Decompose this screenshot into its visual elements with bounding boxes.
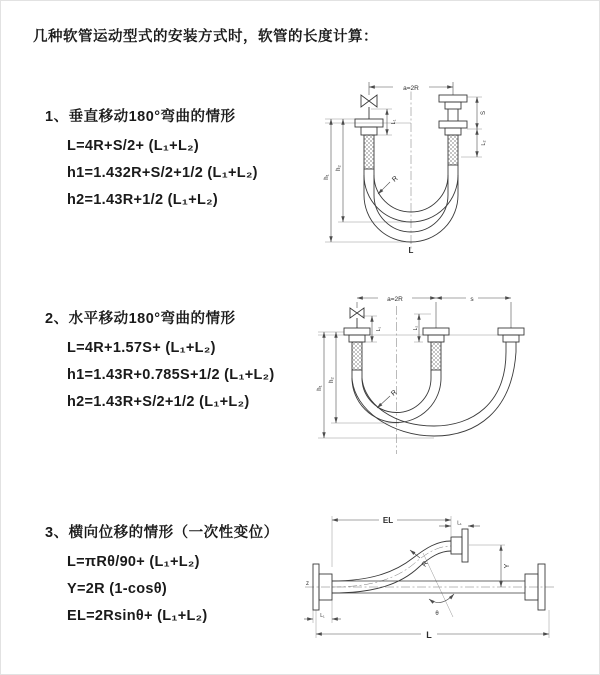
section-1 <box>45 105 258 219</box>
section-2-heading: 2、水平移动180°弯曲的情形 <box>45 311 236 327</box>
formula-h1: h1=1.43R+0.785S+1/2 (L₁+L₂) <box>67 367 275 383</box>
pipe-assembly <box>344 308 524 436</box>
diagram-vertical-180-bend-svg <box>311 65 581 255</box>
dim-label-l: L <box>408 246 414 255</box>
dim-label-el: EL <box>382 516 394 525</box>
dim-label-h2: h₂ <box>329 377 335 383</box>
section-3 <box>45 521 279 635</box>
flange-right <box>498 328 524 352</box>
formula-length: L=4R+S/2+ (L₁+L₂) <box>67 138 199 154</box>
left-flange <box>355 119 383 135</box>
dim-label-l1-top: L₁ <box>457 520 462 527</box>
dim-label-l2: L₂ <box>481 140 487 146</box>
right-flange-lower <box>439 121 467 135</box>
dim-label-r: R <box>391 175 400 184</box>
formula-y: Y=2R (1-cosθ) <box>67 581 167 597</box>
braided-hose-right <box>448 135 458 165</box>
dim-label-s: S <box>481 110 487 116</box>
dim-label-theta: θ <box>435 611 439 617</box>
section-1-heading: 1、垂直移动180°弯曲的情形 <box>45 109 236 125</box>
diagram-horizontal-180-bend-svg <box>304 286 589 461</box>
section-2 <box>45 307 275 421</box>
dim-label-s: s <box>470 296 474 303</box>
formula-h1: h1=1.432R+S/2+1/2 (L₁+L₂) <box>67 165 258 181</box>
flange-left <box>344 328 370 342</box>
dim-label-y: Y <box>504 563 511 569</box>
flange-upper-right <box>451 529 468 562</box>
dim-label-h1: h₁ <box>324 174 330 180</box>
dim-label-l1-bottom: L₁ <box>320 613 325 619</box>
formula-length: L=πRθ/90+ (L₁+L₂) <box>67 554 200 570</box>
pipe-assembly <box>313 529 545 610</box>
formula-el: EL=2Rsinθ+ (L₁+L₂) <box>67 608 208 624</box>
dim-label-l: L <box>426 630 432 640</box>
dim-label-a2r: a=2R <box>403 85 419 92</box>
valve-icon <box>350 308 364 328</box>
formula-length: L=4R+1.57S+ (L₁+L₂) <box>67 340 216 356</box>
dimension-lines <box>317 294 511 439</box>
dimension-lines <box>304 515 549 640</box>
formula-h2: h2=1.43R+S/2+1/2 (L₁+L₂) <box>67 394 250 410</box>
dim-label-h2: h₂ <box>336 165 342 171</box>
section-3-heading: 3、横向位移的情形（一次性变位） <box>45 525 279 541</box>
dim-label-l1: L₁ <box>376 326 382 332</box>
dim-label-l1: L₁ <box>391 119 397 125</box>
dimension-lines <box>324 82 487 255</box>
dim-label-h1: h₁ <box>317 385 323 391</box>
diagram-vertical-180-bend <box>311 65 581 255</box>
valve-icon <box>361 95 377 119</box>
braided-hose-left <box>352 342 362 370</box>
formula-h2: h2=1.43R+1/2 (L₁+L₂) <box>67 192 219 208</box>
diagram-lateral-displacement <box>299 507 594 657</box>
centerline-break-mark: z <box>306 581 309 587</box>
braided-hose-middle <box>431 342 441 370</box>
diagram-horizontal-180-bend <box>304 286 589 461</box>
diagram-lateral-displacement-svg <box>299 507 594 657</box>
dim-label-r: R <box>390 389 399 398</box>
right-flange-upper <box>439 95 467 121</box>
braided-hose-left <box>364 135 374 169</box>
flange-middle <box>423 328 449 342</box>
hose-displaced-position <box>332 541 451 593</box>
dim-label-a2r: a=2R <box>387 296 403 303</box>
page-title: 几种软管运动型式的安装方式时，软管的长度计算： <box>33 29 378 45</box>
dim-label-l2: L₂ <box>413 325 419 331</box>
dim-label-r: R <box>421 560 430 569</box>
